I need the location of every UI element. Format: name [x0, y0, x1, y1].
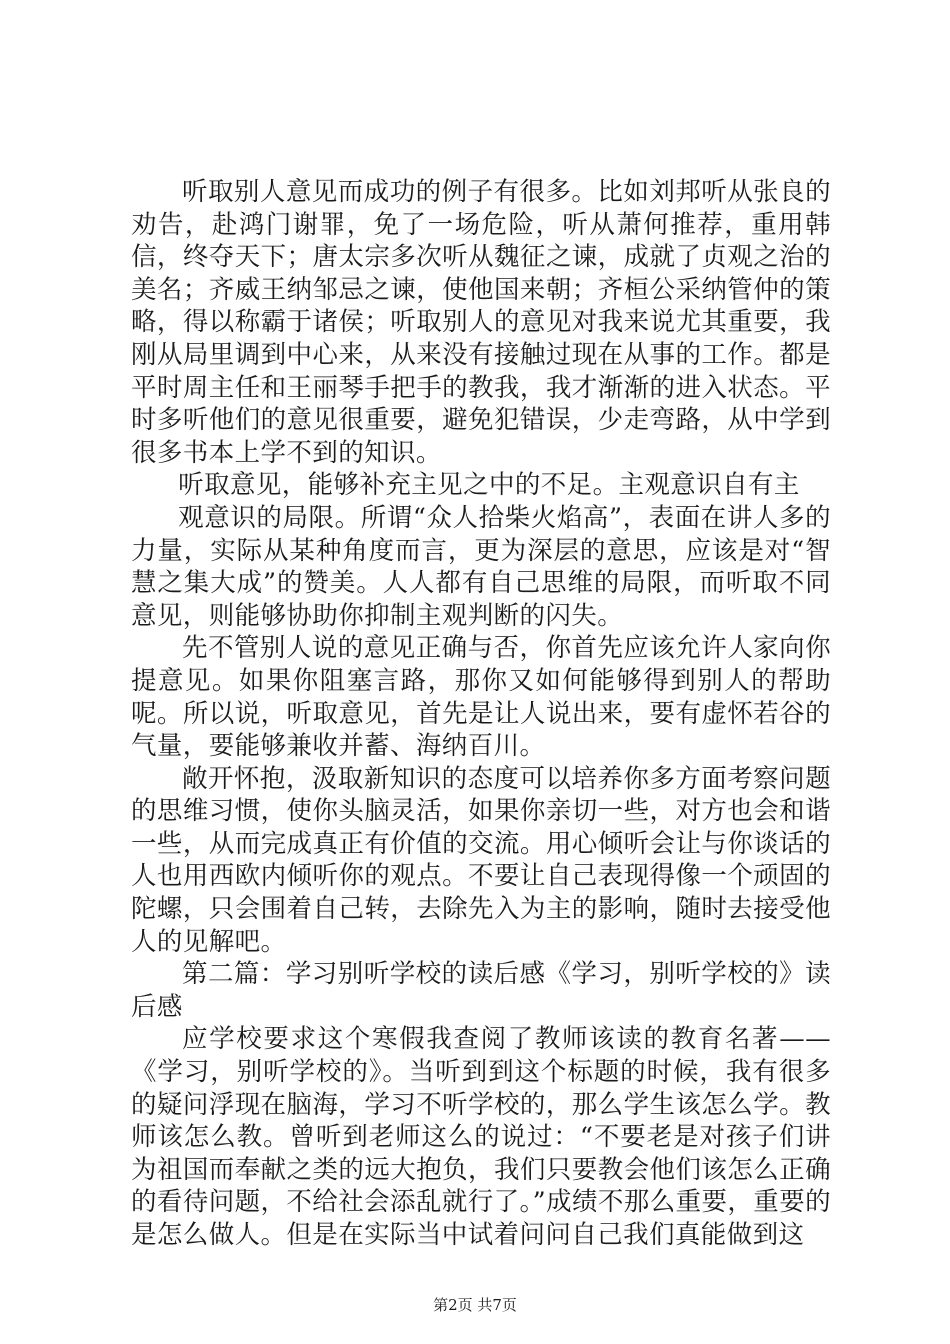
paragraph-6: 应学校要求这个寒假我查阅了教师该读的教育名著——《学习，别听学校的》。当听到到这个标题的时候，我有很多的疑问浮现在脑海，学习不听学校的，那么学生该怎么学。教师该怎么教。曾听到老师这么的说过：“不要老是对孩子们讲为祖国而奉献之类的远大抱负，我们只要教会他们该怎么正确的看待问题，不给社会添乱就行了。”成绩不那么重要，重要的是怎么做人。但是在实际当中试着问问自己我们真能做到这	[131, 1024, 831, 1250]
paragraph-4: 先不管别人说的意见正确与否，你首先应该允许人家向你提意见。如果你阻塞言路，那你又如何能够得到别人的帮助呢。所以说，听取意见，首先是让人说出来，要有虚怀若谷的气量，要能够兼收并蓄、海纳百川。	[131, 633, 831, 762]
paragraph-1: 听取别人意见而成功的例子有很多。比如刘邦听从张良的劝告，赴鸿门谢罪，免了一场危险，听从萧何推荐，重用韩信，终夺天下；唐太宗多次听从魏征之谏，成就了贞观之治的美名；齐威王纳邹忌之谏，使他国来朝；齐桓公采纳管仲的策略，得以称霸于诸侯；听取别人的意见对我来说尤其重要，我刚从局里调到中心来，从来没有接触过现在从事的工作。都是平时周主任和王丽琴手把手的教我，我才渐渐的进入状态。平时多听他们的意见很重要，避免犯错误，少走弯路，从中学到很多书本上学不到的知识。	[131, 177, 831, 468]
page-footer: 第2页 共7页	[433, 1296, 517, 1314]
body-text	[131, 176, 831, 1252]
paragraph-3: 观意识的局限。所谓“众人拾柴火焰高”，表面在讲人多的力量，实际从某种角度而言，更为深层的意思，应该是对“智慧之集大成”的赞美。人人都有自己思维的局限，而听取不同意见，则能够协助你抑制主观判断的闪失。	[131, 502, 831, 631]
section-heading: 第二篇：学习别听学校的读后感《学习，别听学校的》读后感	[131, 959, 831, 1022]
paragraph-5: 敞开怀抱，汲取新知识的态度可以培养你多方面考察问题的思维习惯，使你头脑灵活，如果你亲切一些，对方也会和谐一些，从而完成真正有价值的交流。用心倾听会让与你谈话的人也用西欧内倾听你的观点。不要让自己表现得像一个顽固的陀螺，只会围着自己转，去除先入为主的影响，随时去接受他人的见解吧。	[131, 763, 831, 957]
paragraph-2: 听取意见，能够补充主见之中的不足。主观意识自有主	[178, 470, 800, 501]
